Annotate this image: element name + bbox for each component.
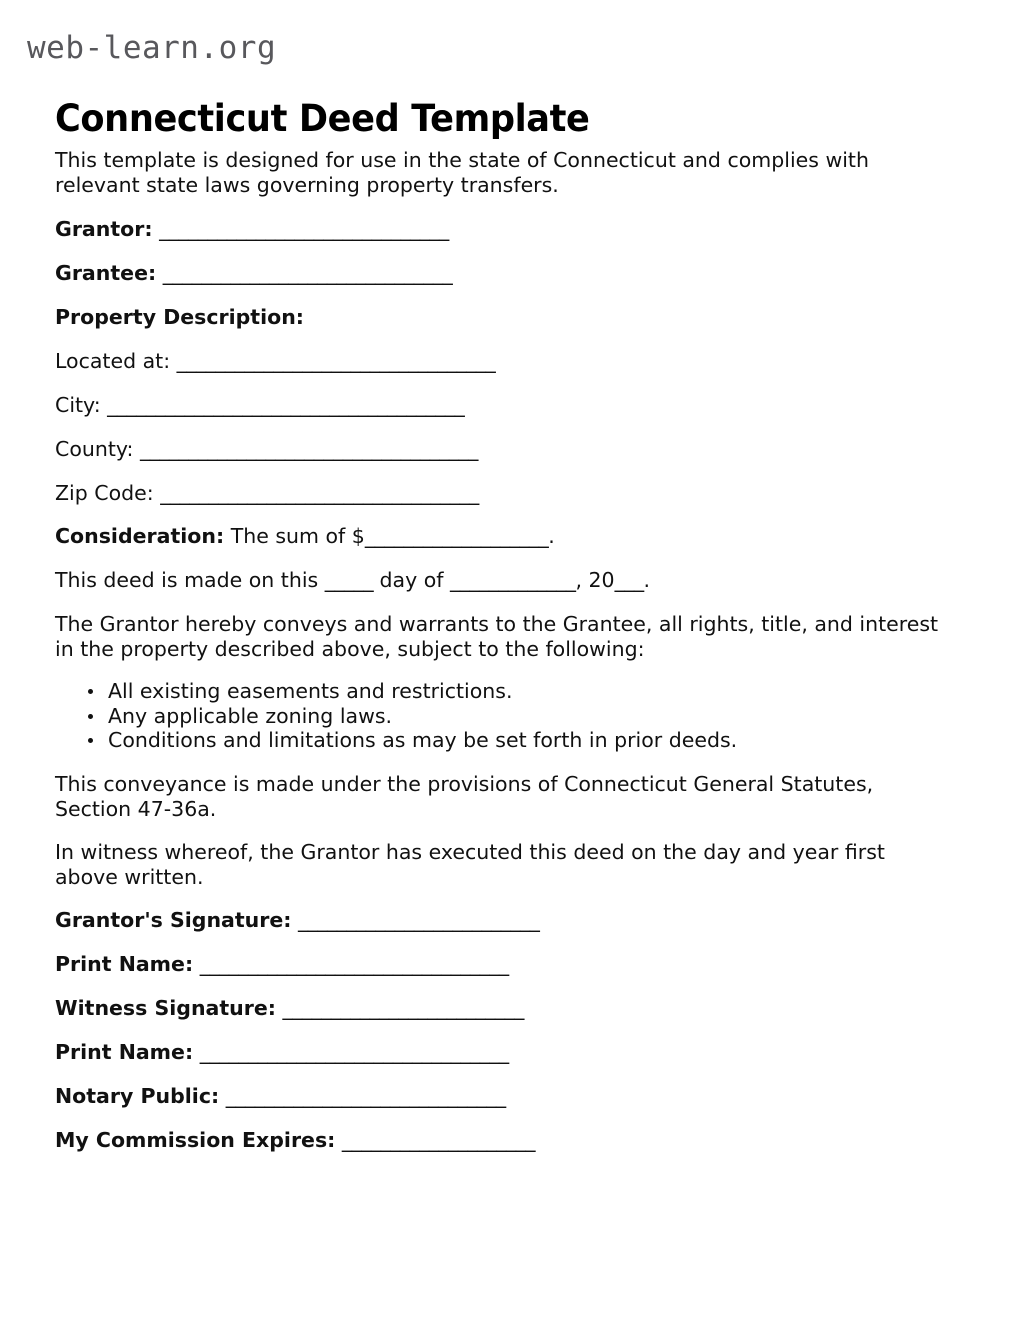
commission-expires-label: My Commission Expires: [55,1128,336,1152]
located-at-blank[interactable]: _________________________________ [176,349,496,373]
print-name-2-blank[interactable]: ________________________________ [199,1040,509,1064]
commission-expires-blank[interactable]: ____________________ [341,1128,535,1152]
city-field [55,393,464,418]
zip-code-label: Zip Code: [55,481,154,505]
print-name-2-field [55,1040,509,1065]
commission-expires-field [55,1128,535,1153]
page-title: Connecticut Deed Template [55,96,590,140]
deed-date-text-b: day of [372,568,450,592]
zip-code-field [55,481,479,506]
bullet-dot-icon [88,714,93,719]
city-label: City: [55,393,101,417]
witness-paragraph: In witness whereof, the Grantor has executed this deed on the day and year first above written. [55,840,885,889]
list-item-label: Conditions and limitations as may be set forth in prior deeds. [108,728,738,752]
consideration-text: The sum of $ [224,524,365,548]
property-description-heading [55,305,304,330]
list-item-label: All existing easements and restrictions. [108,679,513,703]
deed-year-blank[interactable]: ___ [614,568,644,592]
county-label: County: [55,437,134,461]
located-at-label: Located at: [55,349,171,373]
list-item [86,679,737,704]
consideration-blank[interactable]: ___________________ [364,524,549,548]
list-item-label: Any applicable zoning laws. [108,703,393,728]
conveyance-paragraph: The Grantor hereby conveys and warrants to the Grantee, all rights, title, and interest in the property described above, subject to the following: [55,612,939,661]
consideration-label: Consideration: [55,524,225,548]
deed-date-text-d: . [643,568,651,592]
deed-month-blank[interactable]: _____________ [450,568,576,592]
print-name-1-field [55,952,509,977]
witness-signature-blank[interactable]: _________________________ [282,996,524,1020]
bullet-dot-icon [88,689,93,694]
located-at-field [55,349,495,374]
grantee-field [55,261,452,286]
grantor-label: Grantor: [55,217,153,241]
grantor-field [55,217,449,242]
print-name-1-label: Print Name: [55,952,194,976]
deed-date-line [55,568,650,593]
city-blank[interactable]: _____________________________________ [107,393,465,417]
print-name-2-label: Print Name: [55,1040,194,1064]
print-name-1-blank[interactable]: ________________________________ [199,952,509,976]
grantor-signature-label: Grantor's Signature: [55,908,292,932]
grantee-blank[interactable]: ______________________________ [162,261,453,285]
notary-public-blank[interactable]: _____________________________ [225,1084,506,1108]
conditions-list [86,679,737,753]
grantee-label: Grantee: [55,261,157,285]
zip-code-blank[interactable]: _________________________________ [160,481,479,505]
grantor-blank[interactable]: ______________________________ [159,217,449,241]
notary-public-field [55,1084,506,1109]
bullet-dot-icon [88,738,93,743]
grantor-signature-blank[interactable]: _________________________ [298,908,540,932]
list-item [86,728,737,753]
statutes-paragraph: This conveyance is made under the provisions of Connecticut General Statutes, Section 47-36a. [55,772,874,821]
county-field [55,437,478,462]
witness-signature-field [55,996,524,1021]
consideration-field [55,524,555,549]
deed-day-blank[interactable]: _____ [324,568,373,592]
property-description-label: Property Description: [55,305,304,329]
site-watermark: web-learn.org [27,30,277,66]
list-item [86,704,737,729]
witness-signature-label: Witness Signature: [55,996,276,1020]
notary-public-label: Notary Public: [55,1084,220,1108]
deed-date-text-c: , 20 [575,568,615,592]
grantor-signature-field [55,908,539,933]
deed-date-text-a: This deed is made on this [55,568,325,592]
consideration-period: . [548,524,555,548]
intro-paragraph: This template is designed for use in the state of Connecticut and complies with relevant state laws governing property transfers. [55,148,869,197]
county-blank[interactable]: ___________________________________ [139,437,478,461]
